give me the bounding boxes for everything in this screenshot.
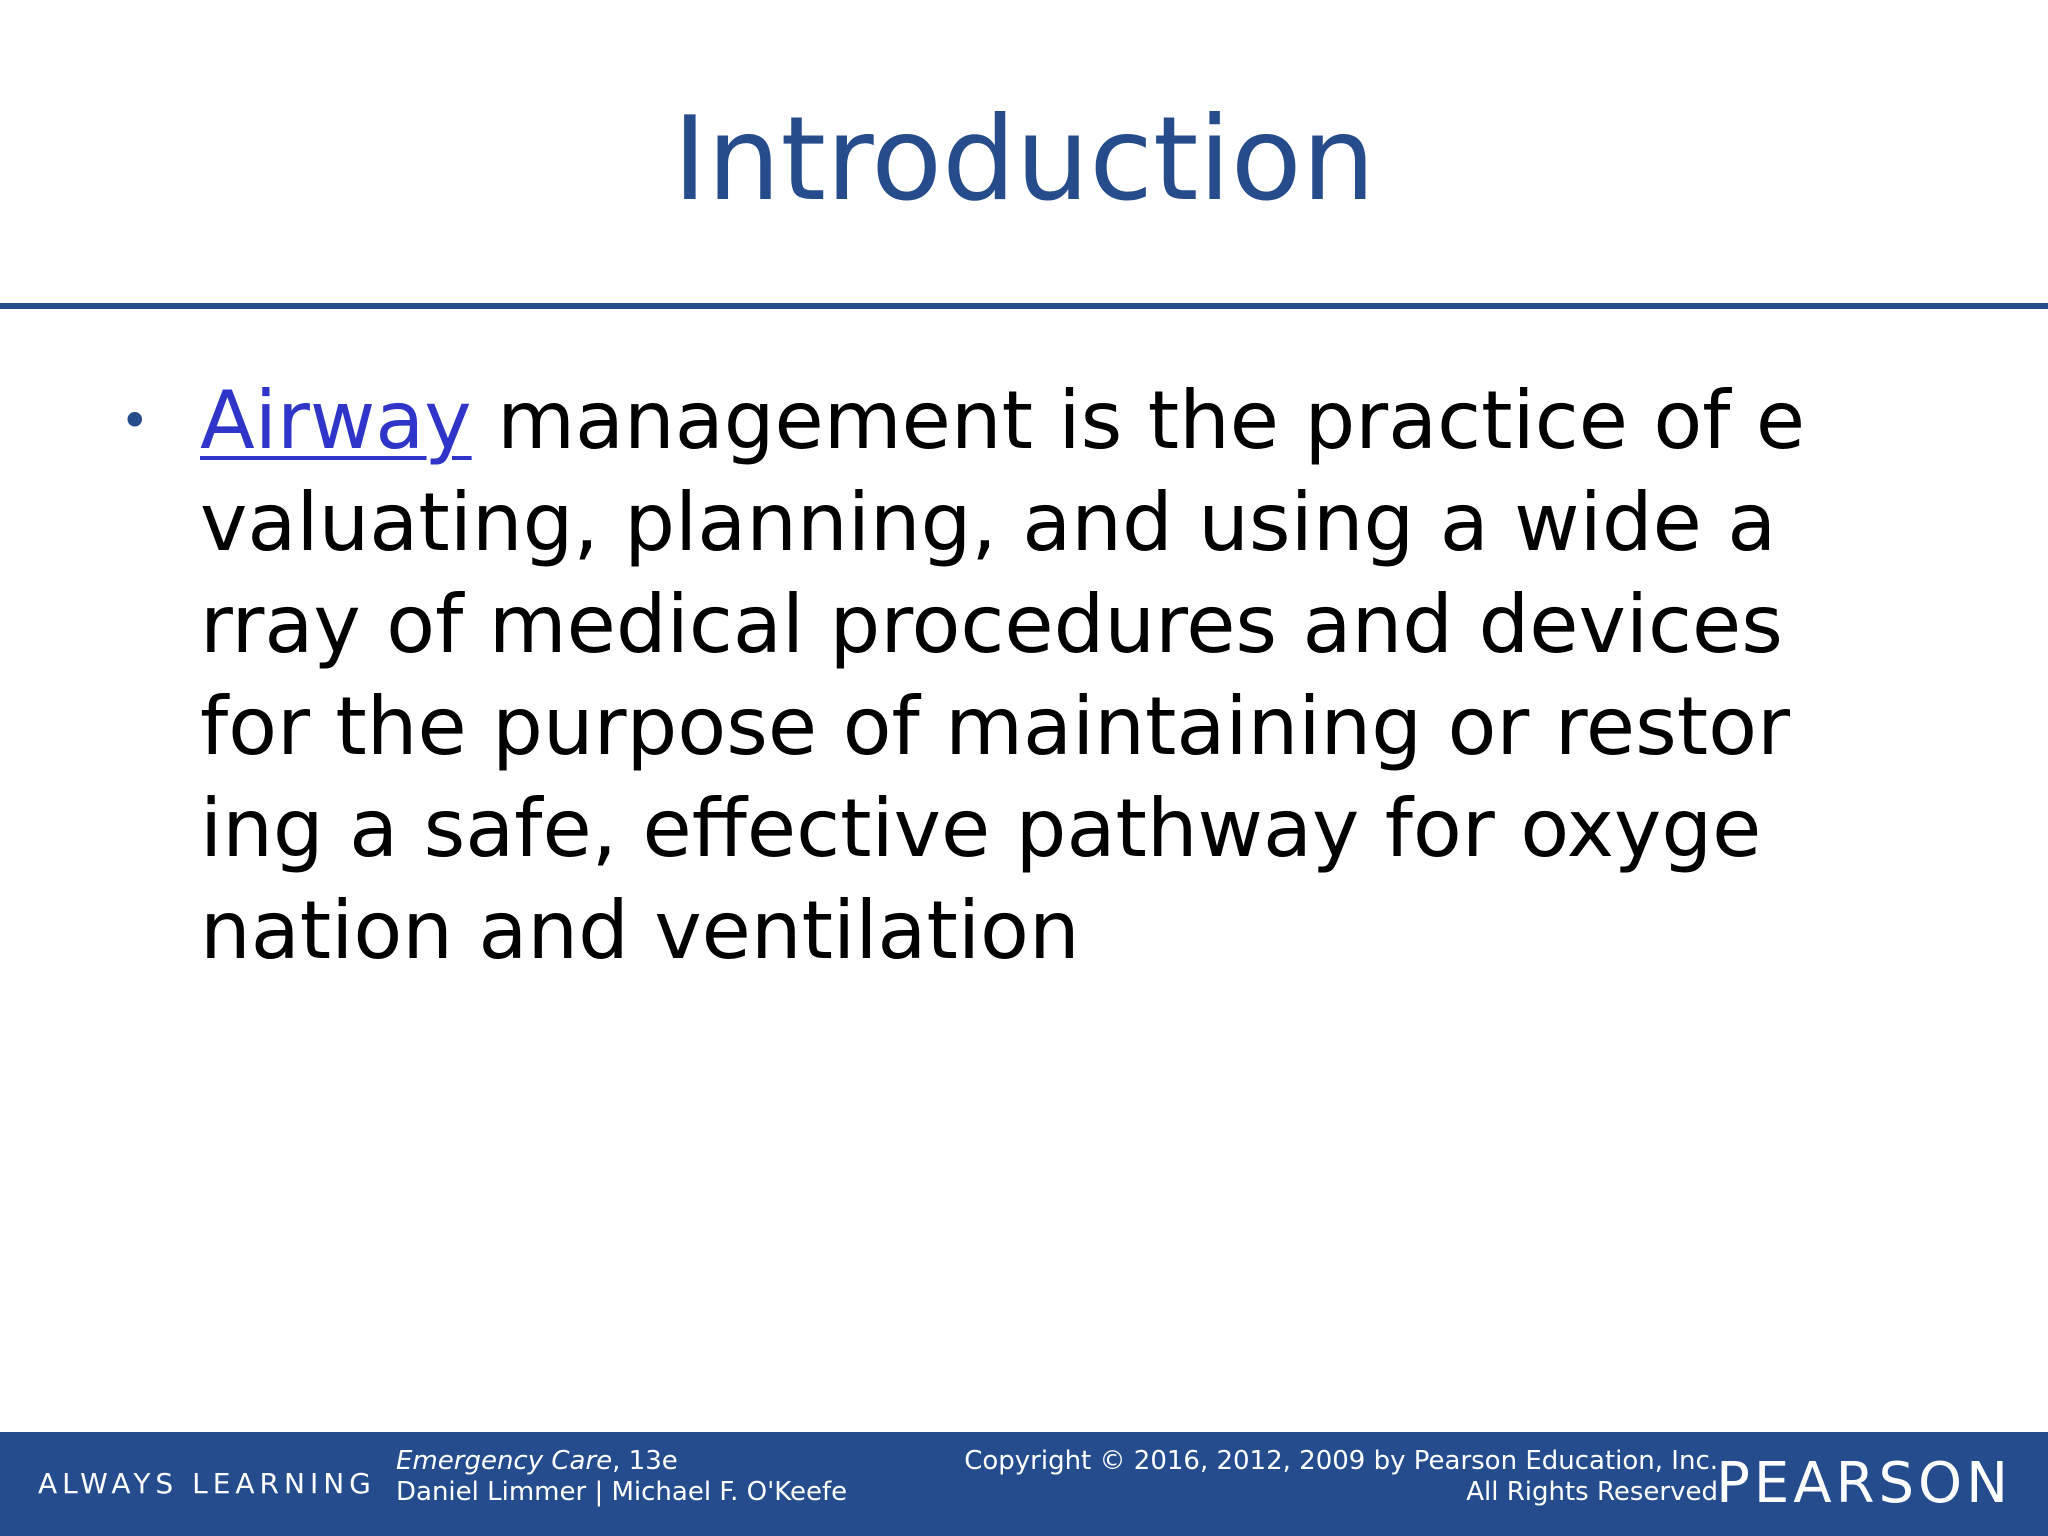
slide-title: Introduction (672, 92, 1376, 227)
bullet-line-1 (200, 370, 2040, 472)
slide-content (120, 370, 2020, 982)
pearson-logo: PEARSON (1716, 1451, 2012, 1516)
bullet-line-5: ing a safe, effective pathway for oxyge (200, 782, 1762, 875)
bullet-line-6: nation and ventilation (200, 884, 1080, 977)
bullet-dot-icon: • (120, 392, 150, 450)
copyright-block (964, 1446, 1718, 1508)
book-title: Emergency Care (396, 1446, 613, 1476)
bullet-line-3: rray of medical procedures and devices (200, 578, 1783, 671)
airway-link[interactable]: Airway (200, 374, 472, 467)
bullet-line-1-text: management is the practice of e (471, 374, 1806, 467)
book-authors: Daniel Limmer | Michael F. O'Keefe (396, 1477, 848, 1507)
book-edition: , 13e (612, 1446, 678, 1476)
bullet-line-4: for the purpose of maintaining or restor (200, 680, 1790, 773)
title-divider (0, 303, 2048, 309)
book-title-line (396, 1446, 847, 1477)
footer-bar (0, 1432, 2048, 1536)
rights-text: All Rights Reserved (1466, 1477, 1718, 1507)
book-info (396, 1446, 847, 1508)
bullet-line-2: valuating, planning, and using a wide a (200, 476, 1777, 569)
bullet-item (120, 370, 2040, 982)
always-learning-tagline: ALWAYS LEARNING (38, 1467, 376, 1500)
copyright-text: Copyright © 2016, 2012, 2009 by Pearson Education, Inc. (964, 1446, 1718, 1476)
